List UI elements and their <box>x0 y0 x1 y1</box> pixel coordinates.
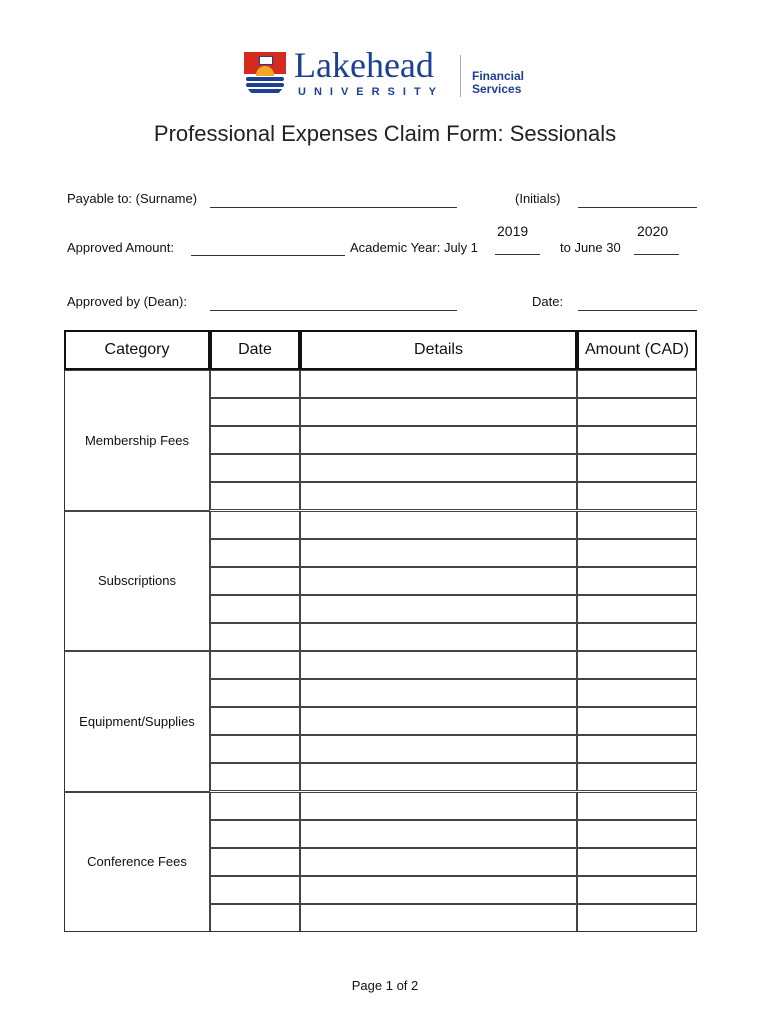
dean-field[interactable] <box>210 310 457 311</box>
amount-cell[interactable] <box>577 707 697 735</box>
start-year-value[interactable]: 2019 <box>497 223 529 239</box>
date-cell[interactable] <box>210 679 300 707</box>
category-cell: Membership Fees <box>64 370 210 511</box>
details-cell[interactable] <box>300 370 577 398</box>
amount-cell[interactable] <box>577 763 697 791</box>
end-year-value[interactable]: 2020 <box>637 223 669 239</box>
amount-cell[interactable] <box>577 623 697 651</box>
date-cell[interactable] <box>210 904 300 932</box>
details-cell[interactable] <box>300 539 577 567</box>
amount-cell[interactable] <box>577 398 697 426</box>
header-category: Category <box>64 330 210 370</box>
amount-cell[interactable] <box>577 539 697 567</box>
surname-field[interactable] <box>210 207 457 208</box>
date-cell[interactable] <box>210 482 300 510</box>
date-cell[interactable] <box>210 876 300 904</box>
date-cell[interactable] <box>210 595 300 623</box>
header-date: Date <box>210 330 300 370</box>
details-cell[interactable] <box>300 511 577 539</box>
page-number: Page 1 of 2 <box>351 978 419 993</box>
date-cell[interactable] <box>210 735 300 763</box>
to-label: to June 30 <box>560 240 621 255</box>
details-cell[interactable] <box>300 398 577 426</box>
header-details: Details <box>300 330 577 370</box>
amount-cell[interactable] <box>577 482 697 510</box>
details-cell[interactable] <box>300 426 577 454</box>
date-cell[interactable] <box>210 848 300 876</box>
academic-year-label: Academic Year: July 1 <box>350 240 478 255</box>
amount-cell[interactable] <box>577 651 697 679</box>
details-cell[interactable] <box>300 651 577 679</box>
start-year-field[interactable] <box>495 254 540 255</box>
details-cell[interactable] <box>300 482 577 510</box>
header-amount: Amount (CAD) <box>577 330 697 370</box>
category-cell: Subscriptions <box>64 511 210 652</box>
details-cell[interactable] <box>300 454 577 482</box>
date-field[interactable] <box>578 310 697 311</box>
category-cell: Equipment/Supplies <box>64 651 210 792</box>
details-cell[interactable] <box>300 707 577 735</box>
approved-amount-field[interactable] <box>191 255 345 256</box>
logo-name: Lakehead <box>294 45 434 85</box>
amount-cell[interactable] <box>577 426 697 454</box>
lakehead-logo <box>244 45 534 100</box>
logo-dept: Financial Services <box>472 69 525 96</box>
amount-cell[interactable] <box>577 904 697 932</box>
amount-cell[interactable] <box>577 735 697 763</box>
date-cell[interactable] <box>210 426 300 454</box>
details-cell[interactable] <box>300 792 577 820</box>
approved-amount-label: Approved Amount: <box>67 240 174 255</box>
date-cell[interactable] <box>210 820 300 848</box>
amount-cell[interactable] <box>577 454 697 482</box>
shield-icon <box>244 52 286 98</box>
payable-label: Payable to: (Surname) <box>67 191 198 206</box>
amount-cell[interactable] <box>577 511 697 539</box>
details-cell[interactable] <box>300 763 577 791</box>
approved-by-label: Approved by (Dean): <box>67 294 187 309</box>
expenses-table <box>64 330 697 932</box>
date-cell[interactable] <box>210 370 300 398</box>
date-cell[interactable] <box>210 707 300 735</box>
details-cell[interactable] <box>300 848 577 876</box>
end-year-field[interactable] <box>634 254 679 255</box>
date-cell[interactable] <box>210 511 300 539</box>
amount-cell[interactable] <box>577 792 697 820</box>
details-cell[interactable] <box>300 876 577 904</box>
page-title: Professional Expenses Claim Form: Sessionals <box>153 121 617 146</box>
date-cell[interactable] <box>210 623 300 651</box>
details-cell[interactable] <box>300 623 577 651</box>
details-cell[interactable] <box>300 904 577 932</box>
date-cell[interactable] <box>210 398 300 426</box>
details-cell[interactable] <box>300 567 577 595</box>
logo-sub: UNIVERSITY <box>298 86 445 98</box>
date-cell[interactable] <box>210 651 300 679</box>
date-cell[interactable] <box>210 539 300 567</box>
amount-cell[interactable] <box>577 595 697 623</box>
date-cell[interactable] <box>210 792 300 820</box>
details-cell[interactable] <box>300 735 577 763</box>
details-cell[interactable] <box>300 820 577 848</box>
initials-label: (Initials) <box>515 191 561 206</box>
date-label: Date: <box>532 294 564 309</box>
category-cell: Conference Fees <box>64 792 210 933</box>
amount-cell[interactable] <box>577 820 697 848</box>
details-cell[interactable] <box>300 595 577 623</box>
amount-cell[interactable] <box>577 679 697 707</box>
date-cell[interactable] <box>210 567 300 595</box>
table-bottom-border <box>64 931 697 932</box>
date-cell[interactable] <box>210 454 300 482</box>
date-cell[interactable] <box>210 763 300 791</box>
details-cell[interactable] <box>300 679 577 707</box>
amount-cell[interactable] <box>577 848 697 876</box>
amount-cell[interactable] <box>577 876 697 904</box>
amount-cell[interactable] <box>577 370 697 398</box>
amount-cell[interactable] <box>577 567 697 595</box>
initials-field[interactable] <box>578 207 697 208</box>
